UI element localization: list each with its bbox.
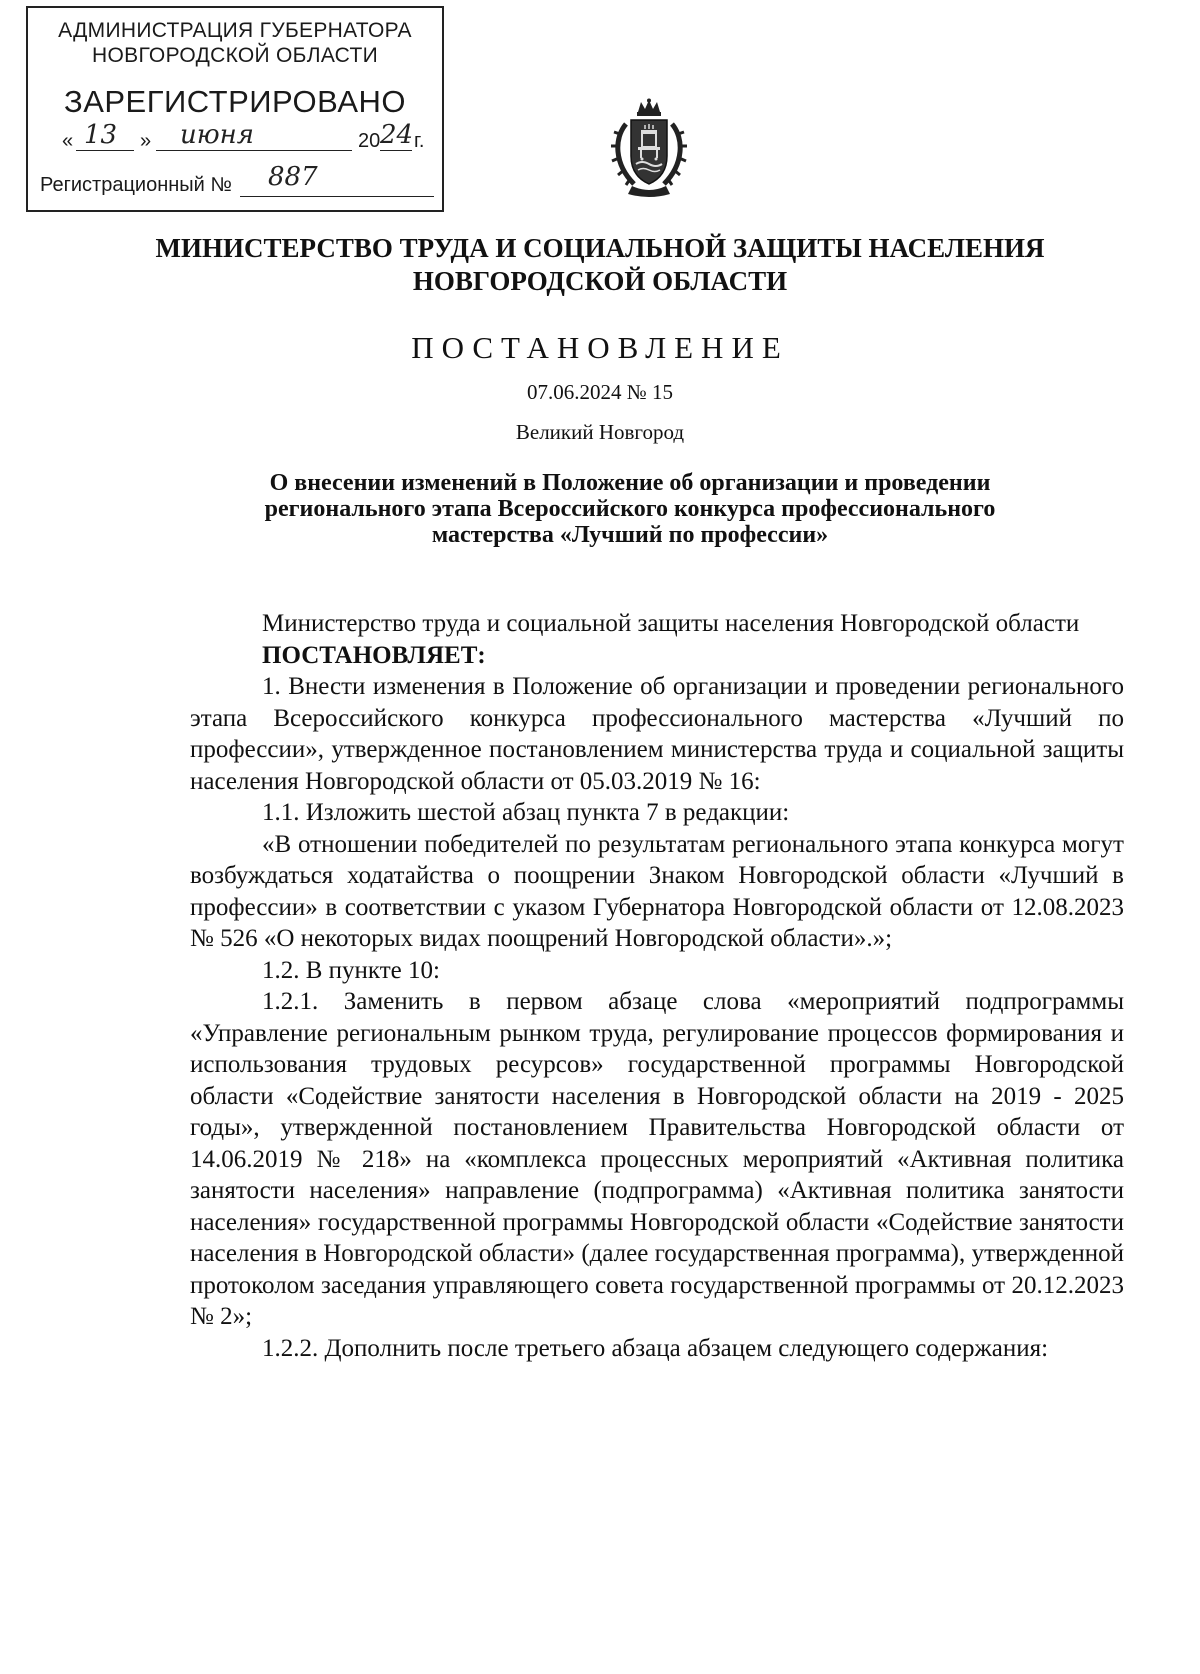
subject-line-2: регионального этапа Всероссийского конкурса профессионального: [264, 496, 996, 522]
stamp-reg-number: 887: [268, 162, 318, 192]
ministry-line-1: МИНИСТЕРСТВО ТРУДА И СОЦИАЛЬНОЙ ЗАЩИТЫ НАСЕЛЕНИЯ: [155, 233, 1045, 263]
paragraph-1-1: 1.1. Изложить шестой абзац пункта 7 в редакции:: [262, 799, 790, 826]
paragraph-1-2: 1.2. В пункте 10:: [262, 956, 440, 984]
stamp-day: 13: [84, 120, 118, 150]
intro-paragraph: Министерство труда и социальной защиты населения Новгородской области: [262, 610, 1080, 637]
stamp-date-line: [62, 120, 442, 156]
coat-of-arms-icon: [608, 98, 690, 198]
decrees-heading: ПОСТАНОВЛЯЕТ:: [262, 641, 486, 669]
stamp-reg-label: Регистрационный №: [40, 174, 232, 196]
subject-line-3: мастерства «Лучший по профессии»: [431, 522, 829, 548]
stamp-line-2: НОВГОРОДСКОЙ ОБЛАСТИ: [92, 44, 378, 67]
document-subject: [200, 470, 1060, 548]
ministry-line-2: НОВГОРОДСКОЙ ОБЛАСТИ: [412, 266, 788, 296]
registration-stamp: [26, 6, 444, 212]
stamp-year-mark: г.: [414, 130, 425, 152]
stamp-number-line: [40, 162, 440, 202]
document-city: Великий Новгород: [515, 420, 685, 444]
stamp-month: июня: [180, 120, 254, 150]
stamp-year-suffix: 24: [380, 120, 414, 150]
subject-line-1: О внесении изменений в Положение об организации и проведении: [269, 470, 991, 496]
stamp-quote-open: «: [62, 130, 74, 152]
ministry-name: [100, 232, 1100, 298]
stamp-registered: ЗАРЕГИСТРИРОВАНО: [63, 84, 406, 119]
paragraph-1-1-text: «В отношении победителей по результатам регионального этапа конкурса могут возбуждаться ходатайства о поощрении Знаком Новгородской области «Лучший в профессии» в соответствии с указом Губернатора Новгородской области от 12.08.2023 № 526 «О некоторых видах поощрений Новгородской области».»;: [190, 830, 1124, 952]
paragraph-1: 1. Внести изменения в Положение об организации и проведении регионального этапа Всероссийского конкурса профессионального мастерства «Лучший по профессии», утвержденное постановлением министерства труда и социальной защиты населения Новгородской области от 05.03.2019 № 16:: [190, 673, 1124, 795]
document-date-number: 07.06.2024 № 15: [526, 380, 674, 404]
stamp-year-prefix: 20: [358, 130, 381, 152]
paragraph-1-2-1: 1.2.1. Заменить в первом абзаце слова «мероприятий подпрограммы «Управление региональным рынком труда, регулирование процессов формирования и использования трудовых ресурсов» государственной программы Новгородской области «Содействие занятости населения в Новгородской области на 2019 - 2025 годы», утвержденной постановлением Правительства Новгородской области от 14.06.2019 № 218» на «комплекса процессных мероприятий «Активная политика занятости населения» направление (подпрограмма) «Активная политика занятости населения» государственной программы Новгородской области «Содействие занятости населения в Новгородской области» (далее государственная программа), утвержденной протоколом заседания управляющего совета государственной программы от 20.12.2023 № 2»;: [190, 988, 1124, 1330]
paragraph-1-2-2: 1.2.2. Дополнить после третьего абзаца абзацем следующего содержания:: [262, 1334, 1049, 1362]
stamp-line-1: АДМИНИСТРАЦИЯ ГУБЕРНАТОРА: [58, 19, 412, 42]
document-body: [190, 608, 1124, 1364]
document-type: ПОСТАНОВЛЕНИЕ: [411, 330, 789, 365]
stamp-quote-close: »: [140, 130, 152, 152]
